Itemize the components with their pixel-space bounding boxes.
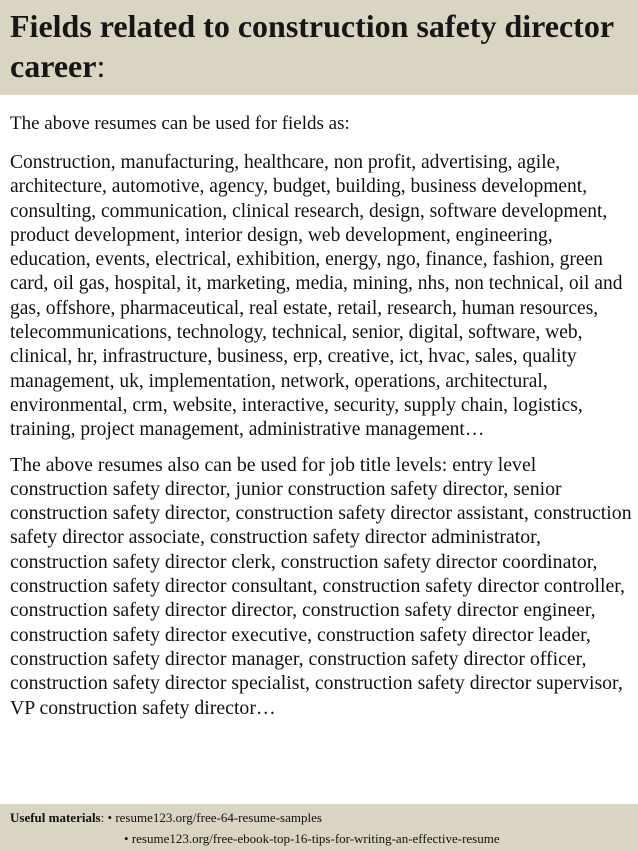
job-levels-paragraph: The above resumes also can be used for job title levels: entry level construction safety director, junior construction safety director, senior construction safety director, construction safety director assistant, construction safety director associate, construction safety director administrator, construction safety director clerk, construction safety director coordinator, construction safety director consultant, construction safety director controller, construction safety director director, construction safety director engineer, construction safety director executive, construction safety director leader, construction safety director manager, construction safety director officer, construction safety director specialist, construction safety director supervisor, VP construction safety director… (10, 453, 632, 719)
page-title (10, 6, 628, 86)
bullet-icon: • (124, 831, 129, 846)
footer-row-1 (10, 807, 628, 828)
footer-link-ebook[interactable]: resume123.org/free-ebook-top-16-tips-for-writing-an-effective-resume (131, 831, 500, 846)
main-content (10, 112, 636, 802)
page-title-colon: : (96, 48, 106, 84)
footer-indent (10, 828, 124, 849)
footer-label: Useful materials (10, 810, 101, 825)
bullet-icon: • (107, 810, 113, 825)
intro-text: The above resumes can be used for fields as: (10, 113, 350, 134)
footer-bar (0, 804, 638, 851)
title-banner (0, 0, 638, 95)
page-title-text: Fields related to construction safety director career (10, 8, 614, 84)
footer-row-2 (10, 828, 628, 849)
fields-paragraph: Construction, manufacturing, healthcare, non profit, advertising, agile, architecture, automotive, agency, budget, building, business development, consulting, communication, clinical research, design, software development, product development, interior design, web development, engineering, education, events, electrical, exhibition, energy, ngo, finance, fashion, green card, oil gas, hospital, it, marketing, media, mining, nhs, non technical, oil and gas, offshore, pharmaceutical, real estate, retail, research, human resources, telecommunications, technology, technical, senior, digital, software, web, clinical, hr, infrastructure, business, erp, creative, ict, hvac, sales, quality management, uk, implementation, network, operations, architectural, environmental, crm, website, interactive, security, supply chain, logistics, training, project management, administrative management… (10, 152, 623, 441)
footer-label-separator: : (100, 810, 105, 825)
footer-link-resume-samples[interactable]: resume123.org/free-64-resume-samples (115, 810, 322, 825)
